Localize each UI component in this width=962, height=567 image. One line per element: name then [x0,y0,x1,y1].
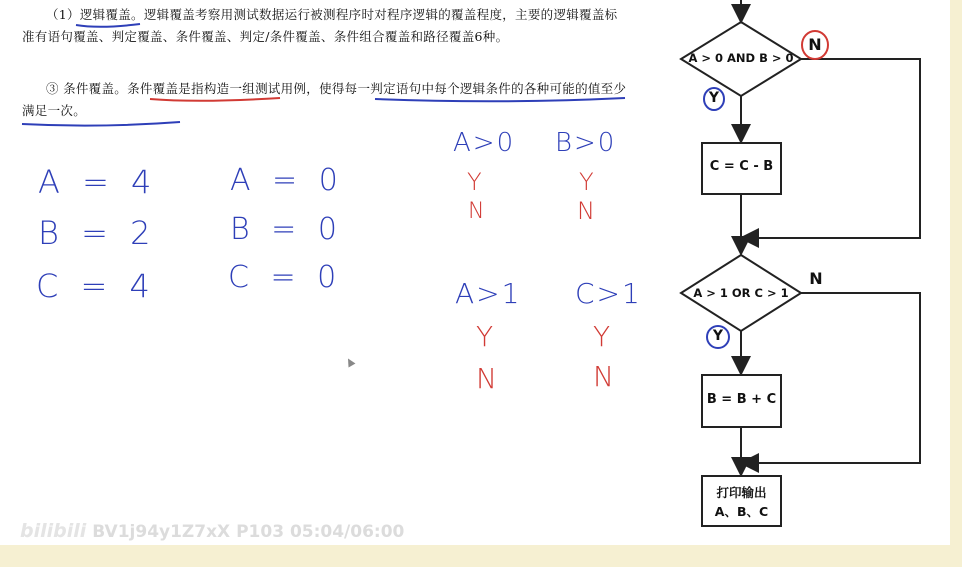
output-label-line2: A、B、C [714,504,769,519]
yes-label-1: Y [708,90,720,106]
yes-label-2: Y [712,328,724,344]
paragraph-logic-coverage: （1）逻辑覆盖。逻辑覆盖考察用测试数据运行被测程序时对程序逻辑的覆盖程度，主要的逻辑覆盖标准有语句覆盖、判定覆盖、条件覆盖、判定/条件覆盖、条件组合覆盖和路径覆盖6种。 [22,7,618,44]
handwriting-case1-a: A = 4 [38,163,158,201]
handwriting-cond-a-gt-0: A>0 [453,128,516,158]
handwriting-n-b0: N [577,197,601,225]
output-label-line1: 打印输出 [716,485,767,500]
video-watermark [20,520,404,542]
decision1-label: A > 0 AND B > 0 [688,51,794,65]
watermark-text: BV1j94y1Z7xX P103 05:04/06:00 [92,522,405,542]
handwriting-y-c1: Y [593,320,617,353]
handwriting-n-c1: N [593,360,620,393]
handwriting-case1-b: B = 2 [38,214,157,252]
handwriting-case2-a: A = 0 [230,163,344,198]
process1-label: C = C - B [709,159,774,174]
paragraph-condition-coverage: ③ 条件覆盖。条件覆盖是指构造一组测试用例，使得每一判定语句中每个逻辑条件的各种可能的值至少满足一次。 [22,81,627,118]
no-label-1: N [808,35,822,54]
handwriting-cond-b-gt-0: B>0 [555,128,617,158]
process2-label: B = B + C [706,392,777,407]
decision2-label: A > 1 OR C > 1 [693,286,789,300]
handwriting-n-a0: N [468,199,491,224]
handwriting-case2-b: B = 0 [230,212,343,247]
handwriting-y-a1: Y [476,320,500,353]
handwriting-y-b0: Y [579,168,600,196]
handwriting-case1-c: C = 4 [36,267,156,305]
handwriting-cond-c-gt-1: C>1 [575,277,642,310]
no-label-2: N [809,269,823,288]
bilibili-logo-icon: bilibili [20,520,87,542]
handwriting-n-a1: N [476,362,503,395]
handwriting-case2-c: C = 0 [228,260,343,295]
handwriting-cond-a-gt-1: A>1 [455,277,522,310]
handwriting-y-a0: Y [467,168,488,196]
